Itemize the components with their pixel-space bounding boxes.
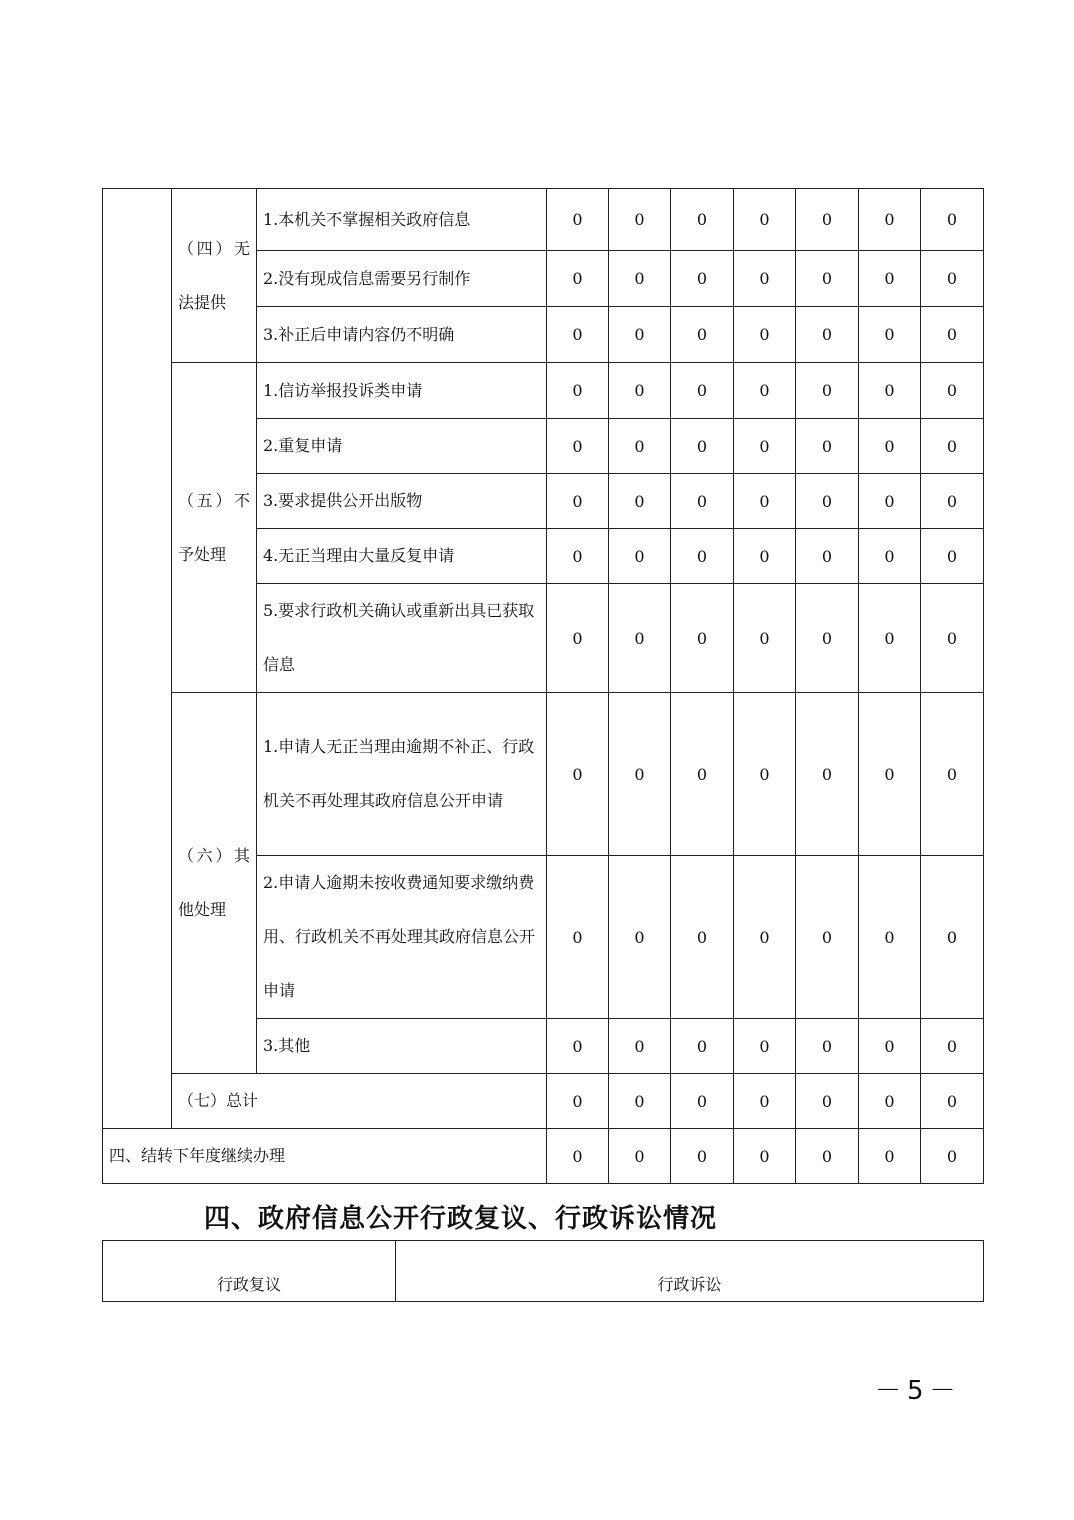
value-cell: 0 bbox=[734, 1019, 796, 1074]
value-cell: 0 bbox=[547, 1019, 609, 1074]
value-cell: 0 bbox=[547, 307, 609, 363]
table-row bbox=[103, 1129, 984, 1184]
value-cell: 0 bbox=[921, 189, 984, 251]
value-cell: 0 bbox=[547, 693, 609, 856]
value-cell: 0 bbox=[609, 693, 671, 856]
row-label: 2.申请人逾期未按收费通知要求缴纳费用、行政机关不再处理其政府信息公开申请 bbox=[257, 856, 547, 1019]
category-cell: （五）不予处理 bbox=[172, 363, 257, 693]
value-cell: 0 bbox=[547, 529, 609, 584]
value-cell: 0 bbox=[609, 1129, 671, 1184]
value-cell: 0 bbox=[671, 307, 734, 363]
value-cell: 0 bbox=[734, 251, 796, 307]
value-cell: 0 bbox=[734, 363, 796, 419]
value-cell: 0 bbox=[859, 584, 921, 693]
value-cell: 0 bbox=[671, 693, 734, 856]
value-cell: 0 bbox=[671, 251, 734, 307]
value-cell: 0 bbox=[859, 363, 921, 419]
value-cell: 0 bbox=[734, 584, 796, 693]
value-cell: 0 bbox=[859, 1019, 921, 1074]
review-litigation-table bbox=[102, 1240, 984, 1302]
value-cell: 0 bbox=[921, 363, 984, 419]
value-cell: 0 bbox=[547, 1129, 609, 1184]
value-cell: 0 bbox=[609, 419, 671, 474]
table-row bbox=[103, 1241, 984, 1302]
value-cell: 0 bbox=[609, 307, 671, 363]
row-label: 1.申请人无正当理由逾期不补正、行政机关不再处理其政府信息公开申请 bbox=[257, 693, 547, 856]
value-cell: 0 bbox=[859, 251, 921, 307]
row-label: 5.要求行政机关确认或重新出具已获取信息 bbox=[257, 584, 547, 693]
value-cell: 0 bbox=[859, 693, 921, 856]
row-label: 3.其他 bbox=[257, 1019, 547, 1074]
table-row bbox=[103, 189, 984, 251]
value-cell: 0 bbox=[796, 529, 859, 584]
value-cell: 0 bbox=[859, 529, 921, 584]
value-cell: 0 bbox=[796, 693, 859, 856]
value-cell: 0 bbox=[671, 1129, 734, 1184]
value-cell: 0 bbox=[734, 307, 796, 363]
value-cell: 0 bbox=[609, 251, 671, 307]
value-cell: 0 bbox=[859, 856, 921, 1019]
total-label: （七）总计 bbox=[172, 1074, 547, 1129]
value-cell: 0 bbox=[796, 363, 859, 419]
value-cell: 0 bbox=[921, 584, 984, 693]
value-cell: 0 bbox=[547, 856, 609, 1019]
value-cell: 0 bbox=[609, 1019, 671, 1074]
value-cell: 0 bbox=[921, 529, 984, 584]
outer-blank-cell bbox=[103, 189, 172, 1129]
row-label: 4.无正当理由大量反复申请 bbox=[257, 529, 547, 584]
value-cell: 0 bbox=[921, 1129, 984, 1184]
value-cell: 0 bbox=[609, 474, 671, 529]
value-cell: 0 bbox=[796, 251, 859, 307]
value-cell: 0 bbox=[859, 474, 921, 529]
value-cell: 0 bbox=[859, 419, 921, 474]
value-cell: 0 bbox=[921, 474, 984, 529]
value-cell: 0 bbox=[547, 1074, 609, 1129]
header-administrative-review: 行政复议 bbox=[103, 1241, 396, 1302]
value-cell: 0 bbox=[671, 363, 734, 419]
value-cell: 0 bbox=[609, 529, 671, 584]
row-label: 3.补正后申请内容仍不明确 bbox=[257, 307, 547, 363]
value-cell: 0 bbox=[734, 693, 796, 856]
value-cell: 0 bbox=[796, 419, 859, 474]
statistics-table bbox=[102, 188, 984, 1184]
value-cell: 0 bbox=[609, 363, 671, 419]
value-cell: 0 bbox=[921, 1074, 984, 1129]
value-cell: 0 bbox=[734, 474, 796, 529]
value-cell: 0 bbox=[671, 419, 734, 474]
category-cell: （四）无法提供 bbox=[172, 189, 257, 363]
value-cell: 0 bbox=[796, 856, 859, 1019]
value-cell: 0 bbox=[671, 474, 734, 529]
value-cell: 0 bbox=[547, 251, 609, 307]
value-cell: 0 bbox=[796, 189, 859, 251]
value-cell: 0 bbox=[734, 1074, 796, 1129]
header-administrative-litigation: 行政诉讼 bbox=[396, 1241, 984, 1302]
value-cell: 0 bbox=[671, 1019, 734, 1074]
value-cell: 0 bbox=[671, 584, 734, 693]
category-cell: （六）其他处理 bbox=[172, 693, 257, 1074]
value-cell: 0 bbox=[609, 1074, 671, 1129]
row-label: 3.要求提供公开出版物 bbox=[257, 474, 547, 529]
row-label: 1.本机关不掌握相关政府信息 bbox=[257, 189, 547, 251]
value-cell: 0 bbox=[796, 474, 859, 529]
value-cell: 0 bbox=[734, 856, 796, 1019]
table-row bbox=[103, 693, 984, 856]
value-cell: 0 bbox=[609, 189, 671, 251]
value-cell: 0 bbox=[921, 251, 984, 307]
table-row bbox=[103, 1074, 984, 1129]
value-cell: 0 bbox=[547, 189, 609, 251]
value-cell: 0 bbox=[796, 1074, 859, 1129]
value-cell: 0 bbox=[734, 529, 796, 584]
value-cell: 0 bbox=[921, 419, 984, 474]
row-label: 2.没有现成信息需要另行制作 bbox=[257, 251, 547, 307]
value-cell: 0 bbox=[859, 1074, 921, 1129]
value-cell: 0 bbox=[921, 693, 984, 856]
value-cell: 0 bbox=[734, 189, 796, 251]
value-cell: 0 bbox=[859, 1129, 921, 1184]
page-number: －5－ bbox=[875, 1376, 962, 1406]
value-cell: 0 bbox=[859, 189, 921, 251]
carryover-label: 四、结转下年度继续办理 bbox=[103, 1129, 547, 1184]
value-cell: 0 bbox=[671, 529, 734, 584]
value-cell: 0 bbox=[921, 307, 984, 363]
value-cell: 0 bbox=[859, 307, 921, 363]
value-cell: 0 bbox=[921, 1019, 984, 1074]
value-cell: 0 bbox=[547, 363, 609, 419]
value-cell: 0 bbox=[609, 584, 671, 693]
value-cell: 0 bbox=[547, 474, 609, 529]
value-cell: 0 bbox=[796, 584, 859, 693]
value-cell: 0 bbox=[671, 189, 734, 251]
row-label: 1.信访举报投诉类申请 bbox=[257, 363, 547, 419]
value-cell: 0 bbox=[921, 856, 984, 1019]
value-cell: 0 bbox=[547, 419, 609, 474]
value-cell: 0 bbox=[796, 1019, 859, 1074]
value-cell: 0 bbox=[547, 584, 609, 693]
value-cell: 0 bbox=[796, 307, 859, 363]
value-cell: 0 bbox=[671, 1074, 734, 1129]
value-cell: 0 bbox=[734, 1129, 796, 1184]
section-title: 四、政府信息公开行政复议、行政诉讼情况 bbox=[204, 1204, 718, 1234]
value-cell: 0 bbox=[609, 856, 671, 1019]
value-cell: 0 bbox=[671, 856, 734, 1019]
value-cell: 0 bbox=[734, 419, 796, 474]
row-label: 2.重复申请 bbox=[257, 419, 547, 474]
table-row bbox=[103, 363, 984, 419]
value-cell: 0 bbox=[796, 1129, 859, 1184]
